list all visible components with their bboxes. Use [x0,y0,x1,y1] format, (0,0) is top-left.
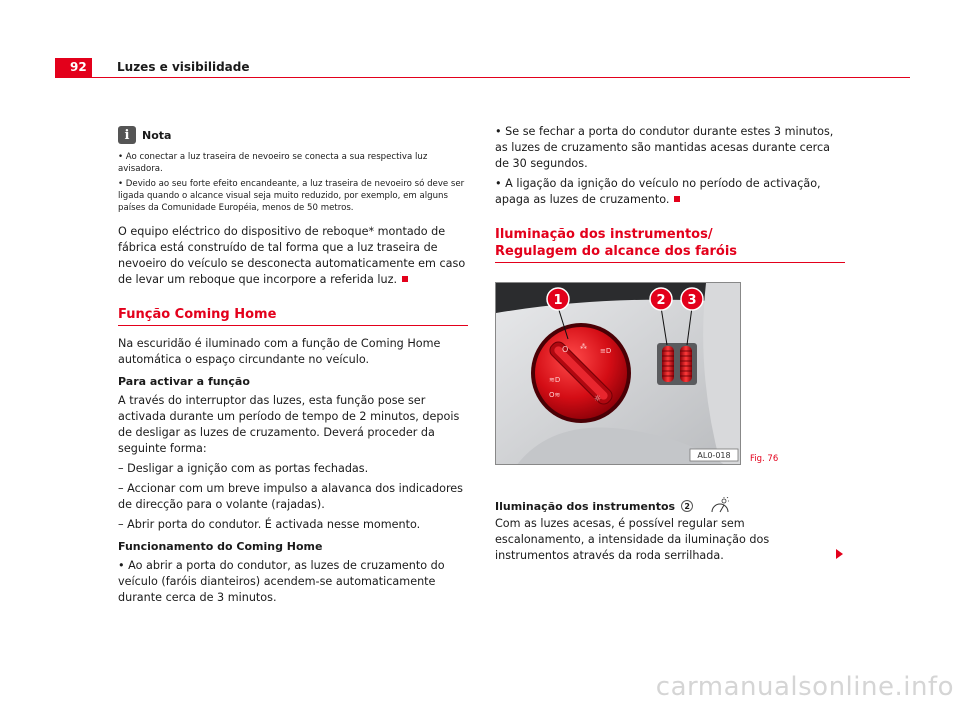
info-icon: i [118,126,136,144]
reboque-paragraph: O equipo eléctrico do dispositivo de reboque* montado de fábrica está construído de tal forma que a luz traseira de nevoeiro do veículo se desconecta automaticamente em caso de levar um reboque que incorpore a referida luz. [118,225,466,286]
page-number: 92 [70,60,87,74]
figure-caption: Fig. 76 [750,454,779,464]
ilum-badge: 2 [681,500,693,512]
svg-text:O≋: O≋ [549,391,561,399]
instruments-heading-line1: Iluminação dos instrumentos/ [495,227,713,242]
section-divider [118,325,468,326]
note-paragraph-2: • Devido ao seu forte efeito encandeante, a luz traseira de nevoeiro só deve ser ligada quando o alcance visual seja muito reduzido, por exemplo, em alguns países da Comunidade Européia, menos de 50 metros. [118,179,465,213]
instrument-light-icon [709,497,731,515]
coming-home-intro: Na escuridão é iluminado com a função de Coming Home automática o espaço circundante no veículo. [118,337,441,366]
svg-text:☼: ☼ [594,394,602,403]
coming-home-heading: Função Coming Home [118,307,277,322]
activar-paragraph: A través do interruptor das luzes, esta função pose ser activada durante um período de tempo de 2 minutos, depois de desligar as luzes de cruzamento. Deverá proceder da seguinte forma: [118,394,460,455]
activar-heading: Para activar a função [118,375,250,388]
ilum-heading-row [495,497,731,515]
step-item: – Desligar a ignição com as portas fechadas. [118,462,369,475]
section-divider [495,262,845,263]
ilum-paragraph: Com as luzes acesas, é possível regular sem escalonamento, a intensidade da iluminação dos instrumentos através da roda serrilhada. [495,517,770,562]
bullet-paragraph-1: • Se se fechar a porta do condutor durante estes 3 minutos, as luzes de cruzamento são mantidas acesas durante cerca de 30 segundos. [495,125,834,170]
svg-text:≋D: ≋D [549,376,561,384]
chapter-title: Luzes e visibilidade [117,60,250,74]
end-marker-icon [402,276,408,282]
callout-2-label: 2 [656,293,666,308]
light-switch-illustration [496,283,741,465]
left-column [118,124,468,606]
light-switch-figure [495,282,741,465]
funcionamento-paragraph: • Ao abrir a porta do condutor, as luzes de cruzamento do veículo (faróis dianteiros) acendem-se automaticamente durante cerca de 3 minutos. [118,559,445,604]
funcionamento-heading: Funcionamento do Coming Home [118,540,323,553]
note-paragraph-1: • Ao conectar a luz traseira de nevoeiro se conecta a sua respectiva luz avisadora. [118,152,428,174]
step-item: – Abrir porta do condutor. É activada nesse momento. [118,518,421,531]
bullet-paragraph-2: • A ligação da ignição do veículo no período de activação, apaga as luzes de cruzamento. [495,177,821,206]
callout-1-label: 1 [553,293,563,308]
svg-text:⁂: ⁂ [580,343,587,351]
end-marker-icon [674,196,680,202]
header-divider [92,77,910,78]
svg-text:O: O [562,345,569,354]
instruments-heading-line2: Regulagem do alcance dos faróis [495,244,738,259]
note-title: Nota [142,128,172,142]
watermark: carmanualsonline.info [655,672,954,702]
step-item: – Accionar com um breve impulso a alavanca dos indicadores de direcção para o volante (rajadas). [118,482,464,511]
continue-arrow-icon [836,549,843,559]
ilum-heading: Iluminação dos instrumentos [495,499,676,513]
figure-code: AL0-018 [697,451,731,460]
svg-text:≡D: ≡D [600,347,612,355]
right-column [495,124,845,263]
note-header [118,124,468,146]
callout-3-label: 3 [687,293,697,308]
